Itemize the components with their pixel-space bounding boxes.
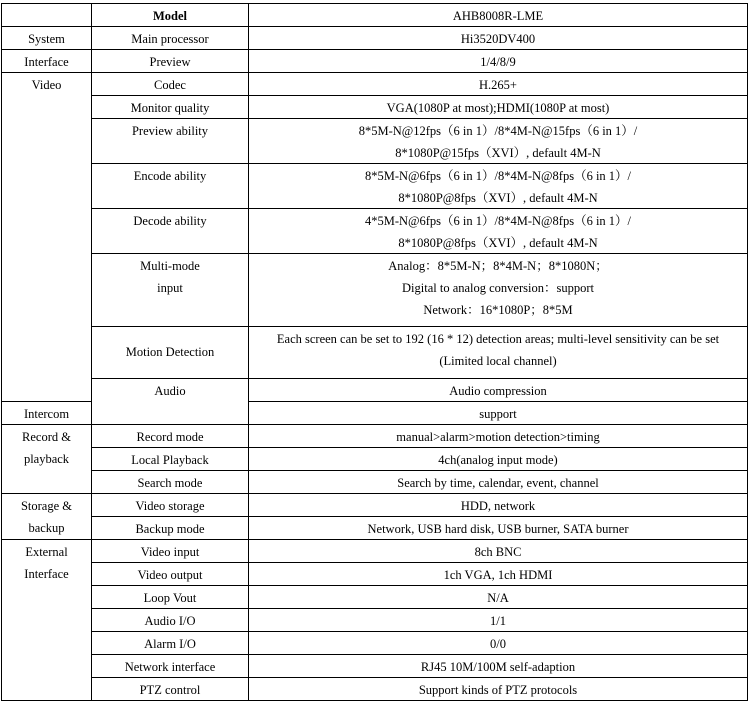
row-value: RJ45 10M/100M self-adaption — [249, 655, 748, 678]
row-label: Monitor quality — [92, 96, 249, 119]
row-label: Audio compression — [249, 379, 748, 402]
row-label: Loop Vout — [92, 586, 249, 609]
row-value — [249, 209, 748, 254]
row-value — [249, 119, 748, 164]
group-cell — [2, 4, 92, 27]
row-label: Video storage — [92, 494, 249, 517]
table-row — [2, 540, 748, 563]
value-line: 8*5M-N@12fps（6 in 1）/8*4M-N@15fps（6 in 1）/ — [358, 124, 638, 138]
row-label: Intercom — [2, 402, 92, 425]
table-row — [2, 73, 748, 96]
row-value: Search by time, calendar, event, channel — [249, 471, 748, 494]
row-value — [249, 254, 748, 327]
row-label: Video output — [92, 563, 249, 586]
group-video: Video — [2, 73, 92, 402]
row-label: Motion Detection — [92, 327, 249, 379]
row-label: Audio I/O — [92, 609, 249, 632]
value-line: 4*5M-N@6fps（6 in 1）/8*4M-N@8fps（6 in 1）/ — [364, 214, 632, 228]
row-value: 8ch BNC — [249, 540, 748, 563]
table-row — [2, 96, 748, 119]
group-line: backup — [28, 521, 65, 535]
table-row — [2, 448, 748, 471]
value-line: 8*1080P@8fps（XVI）, default 4M-N — [398, 191, 598, 205]
group-line: Record & — [22, 430, 71, 444]
table-row — [2, 563, 748, 586]
row-label: PTZ control — [92, 678, 249, 701]
header-label: Model — [92, 4, 249, 27]
spec-table — [1, 3, 748, 701]
row-value: N/A — [249, 586, 748, 609]
table-row — [2, 119, 748, 164]
value-line: Each screen can be set to 192 (16 * 12) detection areas; multi-level sensitivity can be set — [276, 332, 720, 346]
value-line: (Limited local channel) — [439, 354, 557, 368]
table-row — [2, 379, 748, 402]
row-value: 1ch VGA, 1ch HDMI — [249, 563, 748, 586]
value-line: 8*1080P@8fps（XVI）, default 4M-N — [398, 236, 598, 250]
table-row — [2, 27, 748, 50]
row-value: H.265+ — [249, 73, 748, 96]
group-line: Interface — [24, 567, 69, 581]
row-label: Preview — [92, 50, 249, 73]
table-row — [2, 50, 748, 73]
table-row — [2, 632, 748, 655]
row-label: Local Playback — [92, 448, 249, 471]
table-row — [2, 254, 748, 327]
row-label: Codec — [92, 73, 249, 96]
row-label: Decode ability — [92, 209, 249, 254]
row-value — [249, 327, 748, 379]
row-value: 4ch(analog input mode) — [249, 448, 748, 471]
value-line: 8*5M-N@6fps（6 in 1）/8*4M-N@8fps（6 in 1）/ — [364, 169, 632, 183]
row-label: Search mode — [92, 471, 249, 494]
row-value: HDD, network — [249, 494, 748, 517]
value-line: 8*1080P@15fps（XVI）, default 4M-N — [395, 146, 601, 160]
table-row — [2, 494, 748, 517]
table-row — [2, 4, 748, 27]
row-value — [249, 164, 748, 209]
table-row — [2, 425, 748, 448]
value-line: Network：16*1080P；8*5M — [423, 303, 573, 317]
row-label: Backup mode — [92, 517, 249, 540]
row-value: 0/0 — [249, 632, 748, 655]
label-line: input — [157, 281, 183, 295]
table-row — [2, 517, 748, 540]
value-line: Analog：8*5M-N；8*4M-N；8*1080N； — [388, 259, 608, 273]
table-row — [2, 586, 748, 609]
row-label: Network interface — [92, 655, 249, 678]
header-value: AHB8008R-LME — [249, 4, 748, 27]
group-line: External — [25, 545, 68, 559]
group-line: Storage & — [20, 499, 73, 513]
row-value: Network, USB hard disk, USB burner, SATA burner — [249, 517, 748, 540]
row-label — [92, 254, 249, 327]
value-line: Digital to analog conversion：support — [402, 281, 594, 295]
group-storage-backup — [2, 494, 92, 540]
group-record-playback — [2, 425, 92, 494]
row-value: Support kinds of PTZ protocols — [249, 678, 748, 701]
row-value: 1/4/8/9 — [249, 50, 748, 73]
table-row — [2, 327, 748, 379]
row-label: Record mode — [92, 425, 249, 448]
table-row — [2, 471, 748, 494]
group-line: playback — [23, 452, 70, 466]
row-label: Alarm I/O — [92, 632, 249, 655]
group-system: System — [2, 27, 92, 50]
table-row — [2, 678, 748, 701]
row-value: Hi3520DV400 — [249, 27, 748, 50]
row-label: Preview ability — [92, 119, 249, 164]
table-row — [2, 609, 748, 632]
row-value: manual>alarm>motion detection>timing — [249, 425, 748, 448]
row-label: Encode ability — [92, 164, 249, 209]
row-label: Main processor — [92, 27, 249, 50]
table-row — [2, 655, 748, 678]
row-label: Video input — [92, 540, 249, 563]
table-row — [2, 164, 748, 209]
row-value: support — [249, 402, 748, 425]
group-interface: Interface — [2, 50, 92, 73]
row-value: 1/1 — [249, 609, 748, 632]
group-external-interface — [2, 540, 92, 701]
label-line: Multi-mode — [140, 259, 200, 273]
group-audio: Audio — [92, 379, 249, 425]
row-value: VGA(1080P at most);HDMI(1080P at most) — [249, 96, 748, 119]
table-row — [2, 209, 748, 254]
